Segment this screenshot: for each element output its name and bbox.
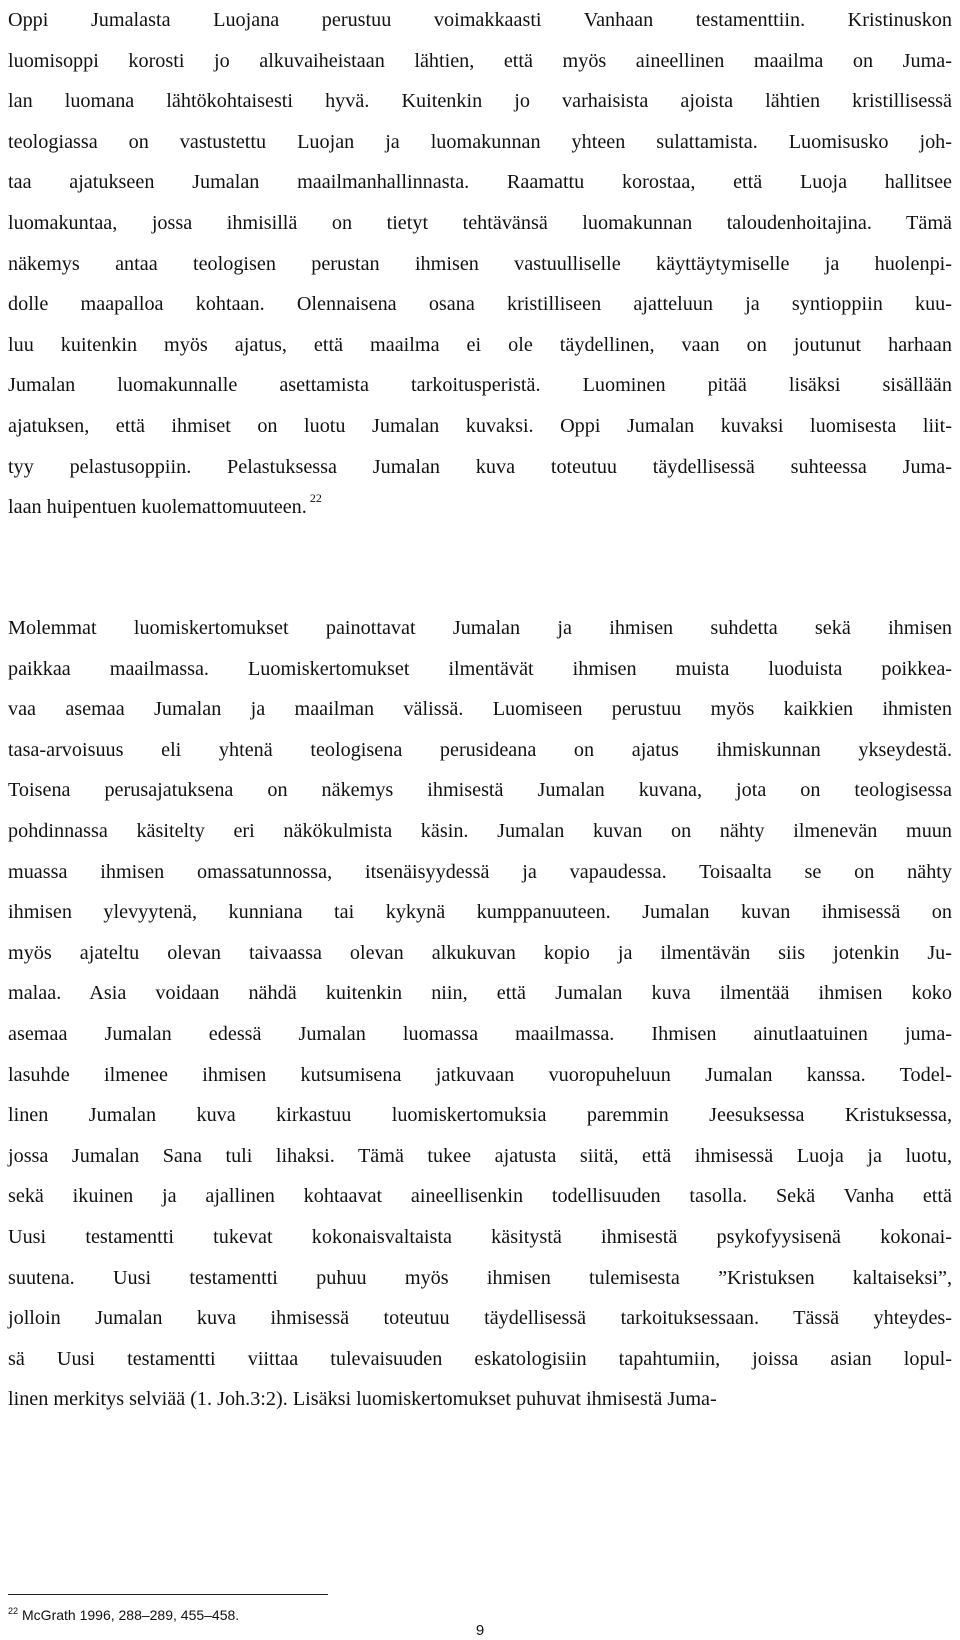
text-line: sä Uusi testamentti viittaa tulevaisuuden eskatologisiin tapahtumiin, joissa asian lopul- xyxy=(8,1347,952,1370)
text-line: vaa asemaa Jumalan ja maailman välissä. Luomiseen perustuu myös kaikkien ihmisten xyxy=(8,698,952,721)
paragraph xyxy=(8,0,952,528)
text-line: malaa. Asia voidaan nähdä kuitenkin niin, että Jumalan kuva ilmentää ihmisen koko xyxy=(8,982,952,1005)
text-line: linen Jumalan kuva kirkastuu luomiskertomuksia paremmin Jeesuksessa Kristuksessa, xyxy=(8,1104,952,1127)
text-line: suutena. Uusi testamentti puhuu myös ihmisen tulemisesta ”Kristuksen kaltaiseksi”, xyxy=(8,1266,952,1289)
text-line: asemaa Jumalan edessä Jumalan luomassa maailmassa. Ihmisen ainutlaatuinen juma- xyxy=(8,1022,952,1045)
text-line: muassa ihmisen omassatunnossa, itsenäisyydessä ja vapaudessa. Toisaalta se on nähty xyxy=(8,860,952,883)
text-line: pohdinnassa käsitelty eri näkökulmista käsin. Jumalan kuvan on nähty ilmenevän muun xyxy=(8,819,952,842)
text-line: ajatuksen, että ihmiset on luotu Jumalan kuvaksi. Oppi Jumalan kuvaksi luomisesta liit- xyxy=(8,414,952,437)
text-line: jossa Jumalan Sana tuli lihaksi. Tämä tukee ajatusta siitä, että ihmisessä Luoja ja luotu, xyxy=(8,1144,952,1167)
text-line-content: laan huipentuen kuolemattomuuteen. xyxy=(8,496,307,519)
footnote-text: McGrath 1996, 288–289, 455–458. xyxy=(22,1607,240,1623)
text-line: linen merkitys selviää (1. Joh.3:2). Lisäksi luomiskertomukset puhuvat ihmisestä Juma- xyxy=(8,1388,717,1411)
footnote-number: 22 xyxy=(8,1606,19,1616)
footnote-separator xyxy=(8,1594,328,1595)
text-line: jolloin Jumalan kuva ihmisessä toteutuu täydellisessä tarkoituksessaan. Tässä yhteydes- xyxy=(8,1307,952,1330)
text-line: paikkaa maailmassa. Luomiskertomukset ilmentävät ihmisen muista luoduista poikkea- xyxy=(8,657,952,680)
text-line: Oppi Jumalasta Luojana perustuu voimakkaasti Vanhaan testamenttiin. Kristinuskon xyxy=(8,9,952,31)
text-line: Toisena perusajatuksena on näkemys ihmisestä Jumalan kuvana, jota on teologisessa xyxy=(8,779,952,802)
text-line xyxy=(8,487,952,528)
footnote xyxy=(8,1607,239,1623)
text-line: Uusi testamentti tukevat kokonaisvaltaista käsitystä ihmisestä psykofyysisenä kokonai- xyxy=(8,1225,952,1248)
text-line: ihmisen ylevyytenä, kunniana tai kykynä kumppanuuteen. Jumalan kuvan ihmisessä on xyxy=(8,901,952,924)
text-line: tyy pelastusoppiin. Pelastuksessa Jumalan kuva toteutuu täydellisessä suhteessa Juma- xyxy=(8,455,952,478)
text-line: luomakuntaa, jossa ihmisillä on tietyt tehtävänsä luomakunnan taloudenhoitajina. Tämä xyxy=(8,211,952,234)
text-line: Jumalan luomakunnalle asettamista tarkoitusperistä. Luominen pitää lisäksi sisällään xyxy=(8,374,952,397)
text-line: luomisoppi korosti jo alkuvaiheistaan lähtien, että myös aineellinen maailma on Juma- xyxy=(8,49,952,72)
text-line: myös ajateltu olevan taivaassa olevan alkukuvan kopio ja ilmentävän siis jotenkin Ju- xyxy=(8,941,952,964)
text-line: näkemys antaa teologisen perustan ihmisen vastuulliselle käyttäytymiselle ja huolenpi- xyxy=(8,252,952,275)
paragraph xyxy=(8,608,952,1420)
footnote-reference[interactable]: 22 xyxy=(309,491,322,506)
page-number: 9 xyxy=(475,1622,485,1639)
text-line: luu kuitenkin myös ajatus, että maailma ei ole täydellinen, vaan on joutunut harhaan xyxy=(8,333,952,356)
text-line: lasuhde ilmenee ihmisen kutsumisena jatkuvaan vuoropuheluun Jumalan kanssa. Todel- xyxy=(8,1063,952,1086)
text-line: taa ajatukseen Jumalan maailmanhallinnasta. Raamattu korostaa, että Luoja hallitsee xyxy=(8,171,952,194)
text-line: sekä ikuinen ja ajallinen kohtaavat aineellisenkin todellisuuden tasolla. Sekä Vanha että xyxy=(8,1185,952,1208)
text-line: lan luomana lähtökohtaisesti hyvä. Kuitenkin jo varhaisista ajoista lähtien kristillisessä xyxy=(8,90,952,113)
text-line: teologiassa on vastustettu Luojan ja luomakunnan yhteen sulattamista. Luomisusko joh- xyxy=(8,130,952,153)
text-line: tasa-arvoisuus eli yhtenä teologisena perusideana on ajatus ihmiskunnan ykseydestä. xyxy=(8,738,952,761)
text-line: dolle maapalloa kohtaan. Olennaisena osana kristilliseen ajatteluun ja syntioppiin kuu- xyxy=(8,293,952,316)
text-line: Molemmat luomiskertomukset painottavat Jumalan ja ihmisen suhdetta sekä ihmisen xyxy=(8,617,952,639)
